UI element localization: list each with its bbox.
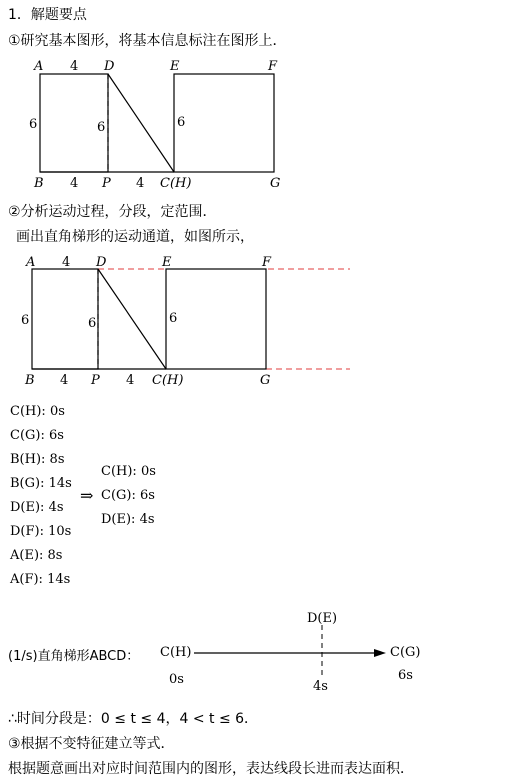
label-ad-length: 4 (70, 59, 79, 74)
label-dp-length: 6 (97, 120, 106, 135)
time-cg: C(G): 6s (10, 428, 64, 443)
result-cg: C(G): 6s (101, 488, 155, 503)
arrow-head-icon (374, 649, 386, 657)
timeline-end-label: C(G) (390, 645, 421, 660)
timeline-t-mid: 4s (313, 679, 328, 694)
label-g: G (260, 373, 271, 388)
figure-basic (24, 56, 294, 192)
time-df: D(F): 10s (10, 524, 72, 539)
label-a: A (26, 255, 36, 270)
label-p: P (91, 373, 100, 388)
label-e: E (170, 59, 180, 74)
label-dp-length: 6 (88, 316, 97, 331)
timeline-start-label: C(H) (160, 645, 192, 660)
label-ad-length: 4 (62, 255, 71, 270)
result-ch: C(H): 0s (101, 464, 156, 479)
label-e: E (162, 255, 172, 270)
label-b: B (25, 373, 35, 388)
label-d: D (104, 59, 115, 74)
step2-sub-text: 画出直角梯形的运动通道，如图所示， (16, 229, 254, 245)
time-ae: A(E): 8s (10, 548, 63, 563)
timeline-prefix: (1/s)直角梯形ABCD： (8, 649, 140, 664)
label-p: P (102, 176, 111, 191)
time-bh: B(H): 8s (10, 452, 65, 467)
label-ab-length: 6 (29, 117, 38, 132)
label-a: A (34, 59, 44, 74)
step2-text: ②分析运动过程，分段，定范围． (8, 204, 217, 220)
label-pc-length: 4 (126, 373, 135, 388)
label-ab-length: 6 (21, 313, 30, 328)
label-g: G (270, 176, 281, 191)
time-af: A(F): 14s (10, 572, 71, 587)
result-de: D(E): 4s (101, 512, 155, 527)
timeline-mid-label: D(E) (307, 611, 338, 626)
timeline-t-end: 6s (398, 668, 413, 683)
implies-arrow: ⇒ (80, 486, 94, 505)
time-bg: B(G): 14s (10, 476, 72, 491)
figure-motion-channel (16, 252, 356, 388)
label-eh-length: 6 (177, 115, 186, 130)
label-pc-length: 4 (136, 176, 145, 191)
conclusion-text: ∴时间分段是：0 ≤ t ≤ 4，4 < t ≤ 6． (8, 711, 259, 727)
label-eh-length: 6 (169, 311, 178, 326)
heading: 1．解题要点 (8, 7, 87, 23)
label-b: B (34, 176, 44, 191)
label-bp-length: 4 (70, 176, 79, 191)
label-f: F (268, 59, 278, 74)
time-de: D(E): 4s (10, 500, 64, 515)
label-ch: C(H) (152, 373, 184, 388)
step1-text: ①研究基本图形，将基本信息标注在图形上． (8, 33, 287, 49)
label-d: D (96, 255, 107, 270)
label-f: F (262, 255, 272, 270)
label-ch: C(H) (160, 176, 192, 191)
timeline-t0: 0s (169, 672, 184, 687)
label-bp-length: 4 (60, 373, 69, 388)
time-ch-start: C(H): 0s (10, 404, 65, 419)
timeline-axis (150, 605, 430, 695)
step3-text: ③根据不变特征建立等式． (8, 736, 175, 752)
step3-sub-text: 根据题意画出对应时间范围内的图形，表达线段长进而表达面积． (8, 761, 414, 777)
